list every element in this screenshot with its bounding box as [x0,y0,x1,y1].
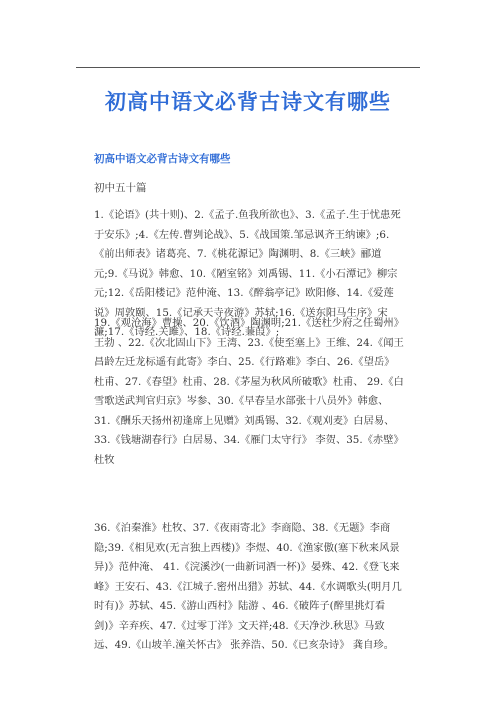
document-subtitle: 初高中语文必背古诗文有哪些 [94,153,231,165]
paragraph-3: 36.《泊秦淮》杜牧、37.《夜雨寄北》李商隐、38.《无题》李商隐;39.《相见欢(无言独上西楼)》李煜、40.《渔家傲(塞下秋来风景异)》范仲淹、 41.《浣溪沙(一曲新词酒一杯)》晏殊、42.《登飞来峰》王安石、43.《江城子.密州出猎》苏轼、44.《水调歌头(明月几时有)》苏轼、45.《游山西村》陆游 、46.《破阵子(醉里挑灯看剑)》辛弃疾、47.《过零丁洋》文天祥;48.《天净沙.秋思》马致远、49.《山坡羊.潼关怀古》 张养浩、50.《已亥杂诗》 龚自珍。 [94,522,402,651]
paragraph-2: 19.《观沧海》曹操、20.《饮酒》陶渊明;21.《送杜少府之任蜀州》王勃 、22.《次北固山下》王湾、23.《使至塞上》王维、24.《闻王昌龄左迁龙标遥有此寄》李白、25.《行路难》李白、26.《望岳》杜甫、27.《春望》杜甫、28.《茅屋为秋风所破歌》杜甫、 29.《白雪歌送武判官归京》岑参、30.《早春呈水部张十八员外》韩愈、31.《酬乐天扬州初逢席上见赠》刘禹锡、32.《观刈麦》白居易、33.《钱塘湖春行》白居易、34.《雁门太守行》 李贺、35.《赤壁》杜牧 [94,317,404,466]
header-rule [76,67,420,68]
document-title: 初高中语文必背古诗文有哪些 [105,89,391,114]
section-label: 初中五十篇 [94,182,147,194]
paragraph-1: 1.《论语》(共十则)、2.《孟子.鱼我所欲也》、3.《孟子.生于忧患死于安乐》;4.《左传.曹刿论战》、5.《战国策.邹忌讽齐王纳谏》;6.《前出师表》诸葛亮、7.《桃花源记》陶渊明、8.《三峡》郦道元;9.《马说》韩愈、10.《陋室铭》刘禹锡、11.《小石潭记》柳宗元;12.《岳阳楼记》范仲淹、13.《醉翁亭记》欧阳修、14.《爱莲说》周敦颐、15.《记承天寺夜游》苏轼;16.《送东阳马生序》宋濂;17.《诗经.关雎》、18.《诗经.蒹葭》; [94,209,401,338]
